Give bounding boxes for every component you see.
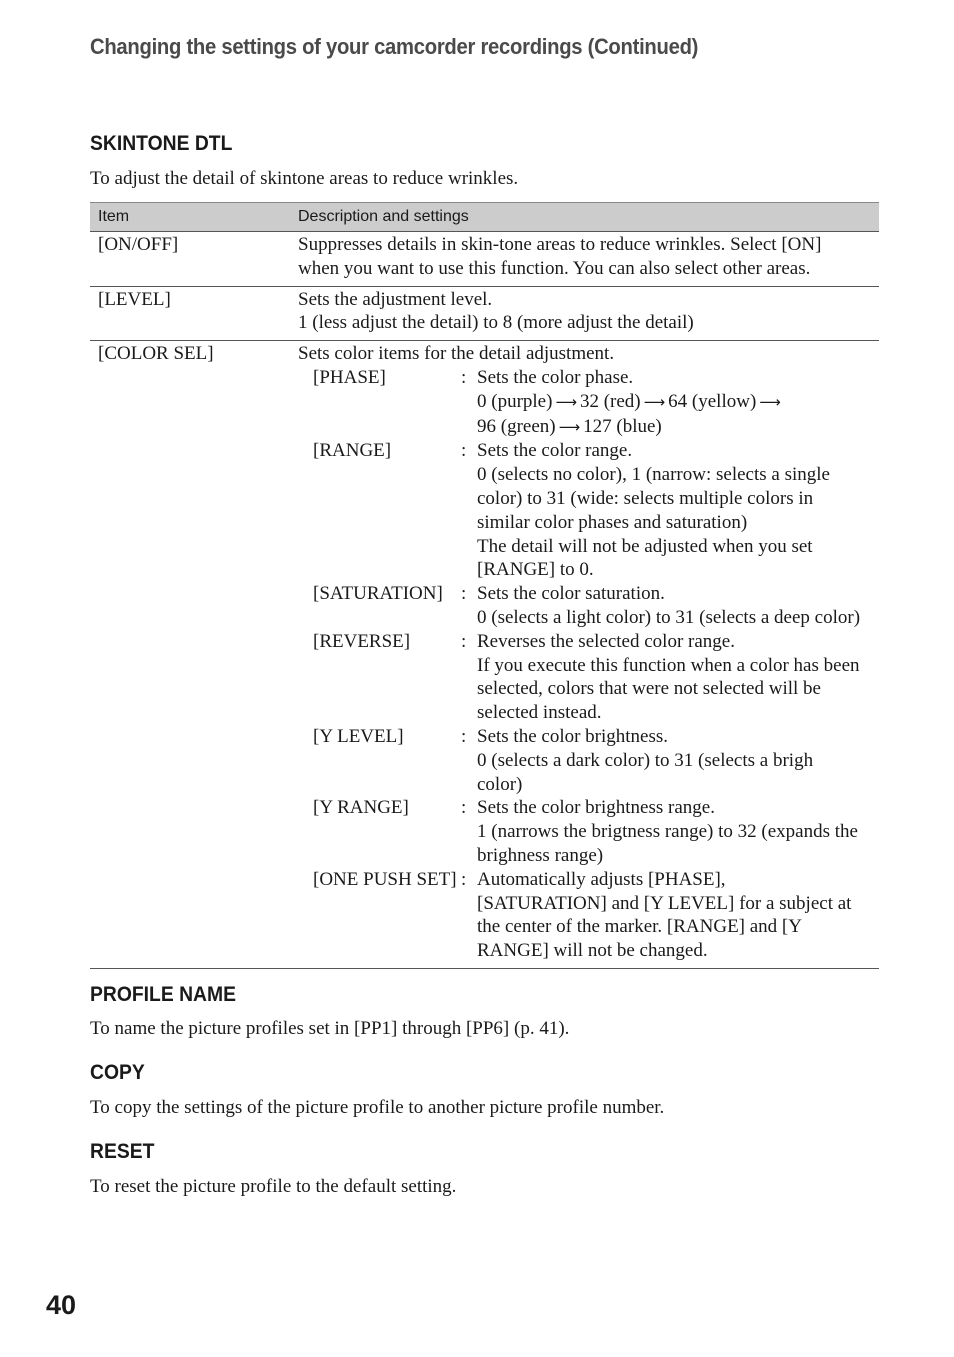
sub-setting-name: [ONE PUSH SET] bbox=[313, 868, 457, 890]
row-description bbox=[290, 232, 879, 287]
table-row bbox=[90, 286, 879, 341]
description-line: when you want to use this function. You can also select other areas. bbox=[298, 257, 811, 279]
phase-scale-line bbox=[477, 415, 860, 440]
desc-line: 0 (selects a dark color) to 31 (selects a brigh bbox=[477, 749, 814, 771]
column-header-item: Item bbox=[90, 203, 290, 232]
sub-setting-desc bbox=[477, 630, 860, 725]
sub-setting-colon: : bbox=[461, 797, 467, 819]
sub-setting-y-range bbox=[298, 796, 860, 867]
desc-line: the center of the marker. [RANGE] and [Y bbox=[477, 916, 802, 938]
skintone-dtl-heading: SKINTONE DTL bbox=[90, 132, 233, 155]
sub-setting-name: [RANGE] bbox=[313, 440, 392, 462]
profile-name-heading: PROFILE NAME bbox=[90, 983, 236, 1006]
right-arrow-icon: ⟶ bbox=[759, 392, 781, 411]
desc-line: 1 (narrows the brigtness range) to 32 (expands the bbox=[477, 821, 858, 843]
sub-setting-desc bbox=[477, 366, 860, 439]
phase-step: 64 (yellow) bbox=[668, 390, 757, 412]
sub-setting-desc bbox=[477, 725, 860, 796]
phase-step: 96 (green) bbox=[477, 415, 556, 437]
sub-setting-reverse bbox=[298, 630, 860, 725]
table-row bbox=[90, 341, 879, 969]
desc-line: color) bbox=[477, 773, 523, 795]
desc-line: Sets the color range. bbox=[477, 440, 633, 462]
sub-setting-name: [REVERSE] bbox=[313, 630, 411, 652]
desc-line: The detail will not be adjusted when you set bbox=[477, 535, 813, 557]
copy-heading: COPY bbox=[90, 1061, 145, 1084]
sub-setting-colon: : bbox=[461, 440, 467, 462]
sub-setting-desc bbox=[477, 868, 860, 963]
sub-setting-colon: : bbox=[461, 725, 467, 747]
sub-setting-colon: : bbox=[461, 366, 467, 388]
page-number: 40 bbox=[46, 1290, 77, 1320]
table-header-row bbox=[90, 203, 879, 232]
skintone-dtl-intro: To adjust the detail of skintone areas to reduce wrinkles. bbox=[90, 168, 519, 189]
right-arrow-icon: ⟶ bbox=[643, 392, 666, 411]
sub-setting-range bbox=[298, 439, 860, 582]
profile-name-text: To name the picture profiles set in [PP1] through [PP6] (p. 41). bbox=[90, 1018, 570, 1039]
phase-step: 32 (red) bbox=[579, 390, 641, 412]
reset-text: To reset the picture profile to the default setting. bbox=[90, 1176, 457, 1197]
sub-setting-desc bbox=[477, 582, 860, 630]
desc-line: 0 (selects a light color) to 31 (selects a deep color) bbox=[477, 606, 861, 628]
row-description bbox=[290, 286, 879, 341]
desc-line: 0 (selects no color), 1 (narrow: selects a single bbox=[477, 464, 830, 486]
sub-setting-colon: : bbox=[461, 583, 467, 605]
sub-setting-colon: : bbox=[461, 868, 467, 890]
color-sel-subtable bbox=[298, 366, 860, 963]
desc-line: [RANGE] to 0. bbox=[477, 559, 594, 581]
right-arrow-icon: ⟶ bbox=[555, 392, 577, 411]
desc-line: color) to 31 (wide: selects multiple colors in bbox=[477, 487, 814, 509]
desc-line: Automatically adjusts [PHASE], bbox=[477, 868, 726, 890]
phase-step: 127 (blue) bbox=[583, 415, 662, 437]
sub-setting-name: [Y RANGE] bbox=[313, 797, 409, 819]
desc-line: Sets the color saturation. bbox=[477, 583, 665, 605]
description-line: 1 (less adjust the detail) to 8 (more adjust the detail) bbox=[298, 312, 694, 334]
settings-table bbox=[90, 202, 879, 969]
phase-step: 0 (purple) bbox=[477, 390, 553, 412]
reset-heading: RESET bbox=[90, 1140, 155, 1163]
row-item-label: [ON/OFF] bbox=[90, 232, 290, 287]
column-header-description: Description and settings bbox=[290, 203, 879, 232]
desc-line: If you execute this function when a color has been bbox=[477, 654, 860, 676]
sub-setting-colon: : bbox=[461, 630, 467, 652]
sub-setting-saturation bbox=[298, 582, 860, 630]
desc-line: brighness range) bbox=[477, 844, 604, 866]
sub-setting-desc bbox=[477, 796, 860, 867]
sub-setting-name: [SATURATION] bbox=[313, 583, 443, 605]
sub-setting-name: [PHASE] bbox=[313, 366, 386, 388]
right-arrow-icon: ⟶ bbox=[558, 417, 581, 436]
desc-line: similar color phases and saturation) bbox=[477, 511, 748, 533]
desc-line: Sets the color brightness range. bbox=[477, 797, 715, 819]
description-line: Sets the adjustment level. bbox=[298, 288, 493, 310]
row-description bbox=[290, 341, 879, 969]
sub-setting-one-push-set bbox=[298, 868, 860, 963]
table-row bbox=[90, 232, 879, 287]
desc-line: Sets the color brightness. bbox=[477, 725, 669, 747]
description-line: Suppresses details in skin-tone areas to reduce wrinkles. Select [ON] bbox=[298, 234, 822, 255]
copy-text: To copy the settings of the picture profile to another picture profile number. bbox=[90, 1097, 665, 1118]
desc-line: Reverses the selected color range. bbox=[477, 630, 735, 652]
phase-desc-line: Sets the color phase. bbox=[477, 366, 634, 388]
page-title: Changing the settings of your camcorder recordings (Continued) bbox=[90, 34, 699, 59]
desc-line: selected, colors that were not selected will be bbox=[477, 678, 821, 700]
row-item-label: [COLOR SEL] bbox=[90, 341, 290, 969]
desc-line: [SATURATION] and [Y LEVEL] for a subject at bbox=[477, 892, 852, 914]
desc-line: selected instead. bbox=[477, 702, 602, 724]
sub-setting-phase bbox=[298, 366, 860, 439]
phase-scale-line bbox=[477, 390, 860, 415]
sub-setting-y-level bbox=[298, 725, 860, 796]
desc-line: RANGE] will not be changed. bbox=[477, 940, 708, 962]
sub-setting-name: [Y LEVEL] bbox=[313, 725, 404, 747]
sub-setting-desc bbox=[477, 439, 860, 582]
row-item-label: [LEVEL] bbox=[90, 286, 290, 341]
description-line: Sets color items for the detail adjustment. bbox=[298, 343, 615, 365]
